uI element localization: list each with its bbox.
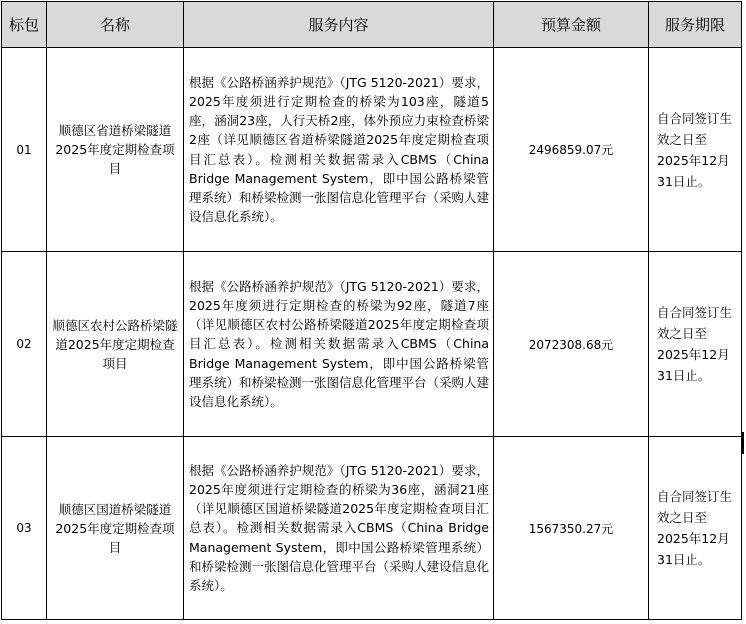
procurement-lots-table xyxy=(1,1,742,620)
project-name: 顺德区农村公路桥梁隧道2025年度定期检查项目 xyxy=(47,252,184,437)
table-row xyxy=(2,252,742,437)
service-period: 自合同签订生效之日至2025年12月31日止。 xyxy=(649,48,742,252)
service-content: 根据《公路桥涵养护规范》（JTG 5120-2021）要求，2025年度须进行定期检查的桥梁为103座，隧道5座，涵洞23座，人行天桥2座，体外预应力束检查桥梁2座（详见顺德区省道桥梁隧道2025年度定期检查项目汇总表）。检测相关数据需录入CBMS（China Bridge Management System，即中国公路桥梁管理系统）和桥梁检测一张图信息化管理平台（采购人建设信息化系统）。 xyxy=(184,48,494,252)
project-name: 顺德区国道桥梁隧道2025年度定期检查项目 xyxy=(47,437,184,620)
header-name: 名称 xyxy=(47,2,184,48)
lot-number: 03 xyxy=(2,437,47,620)
service-period: 自合同签订生效之日至2025年12月31日止。 xyxy=(649,252,742,437)
header-service: 服务内容 xyxy=(184,2,494,48)
header-lot: 标包 xyxy=(2,2,47,48)
budget-amount: 2496859.07元 xyxy=(494,48,649,252)
service-period: 自合同签订生效之日至2025年12月31日止。 xyxy=(649,437,742,620)
edge-mark xyxy=(742,432,744,454)
lot-number: 01 xyxy=(2,48,47,252)
table-row xyxy=(2,437,742,620)
lot-number: 02 xyxy=(2,252,47,437)
header-period: 服务期限 xyxy=(649,2,742,48)
budget-amount: 2072308.68元 xyxy=(494,252,649,437)
service-content: 根据《公路桥涵养护规范》（JTG 5120-2021）要求，2025年度须进行定期检查的桥梁为36座，涵洞21座（详见顺德区国道桥梁隧道2025年度定期检查项目汇总表）。检测相关数据需录入CBMS（China Bridge Management System，即中国公路桥梁管理系统）和桥梁检测一张图信息化管理平台（采购人建设信息化系统）。 xyxy=(184,437,494,620)
table-header-row xyxy=(2,2,742,48)
table-row xyxy=(2,48,742,252)
header-budget: 预算金额 xyxy=(494,2,649,48)
budget-amount: 1567350.27元 xyxy=(494,437,649,620)
project-name: 顺德区省道桥梁隧道2025年度定期检查项目 xyxy=(47,48,184,252)
service-content: 根据《公路桥涵养护规范》（JTG 5120-2021）要求，2025年度须进行定期检查的桥梁为92座，隧道7座（详见顺德区农村公路桥梁隧道2025年度定期检查项目汇总表）。检测相关数据需录入CBMS（China Bridge Management System，即中国公路桥梁管理系统）和桥梁检测一张图信息化管理平台（采购人建设信息化系统）。 xyxy=(184,252,494,437)
